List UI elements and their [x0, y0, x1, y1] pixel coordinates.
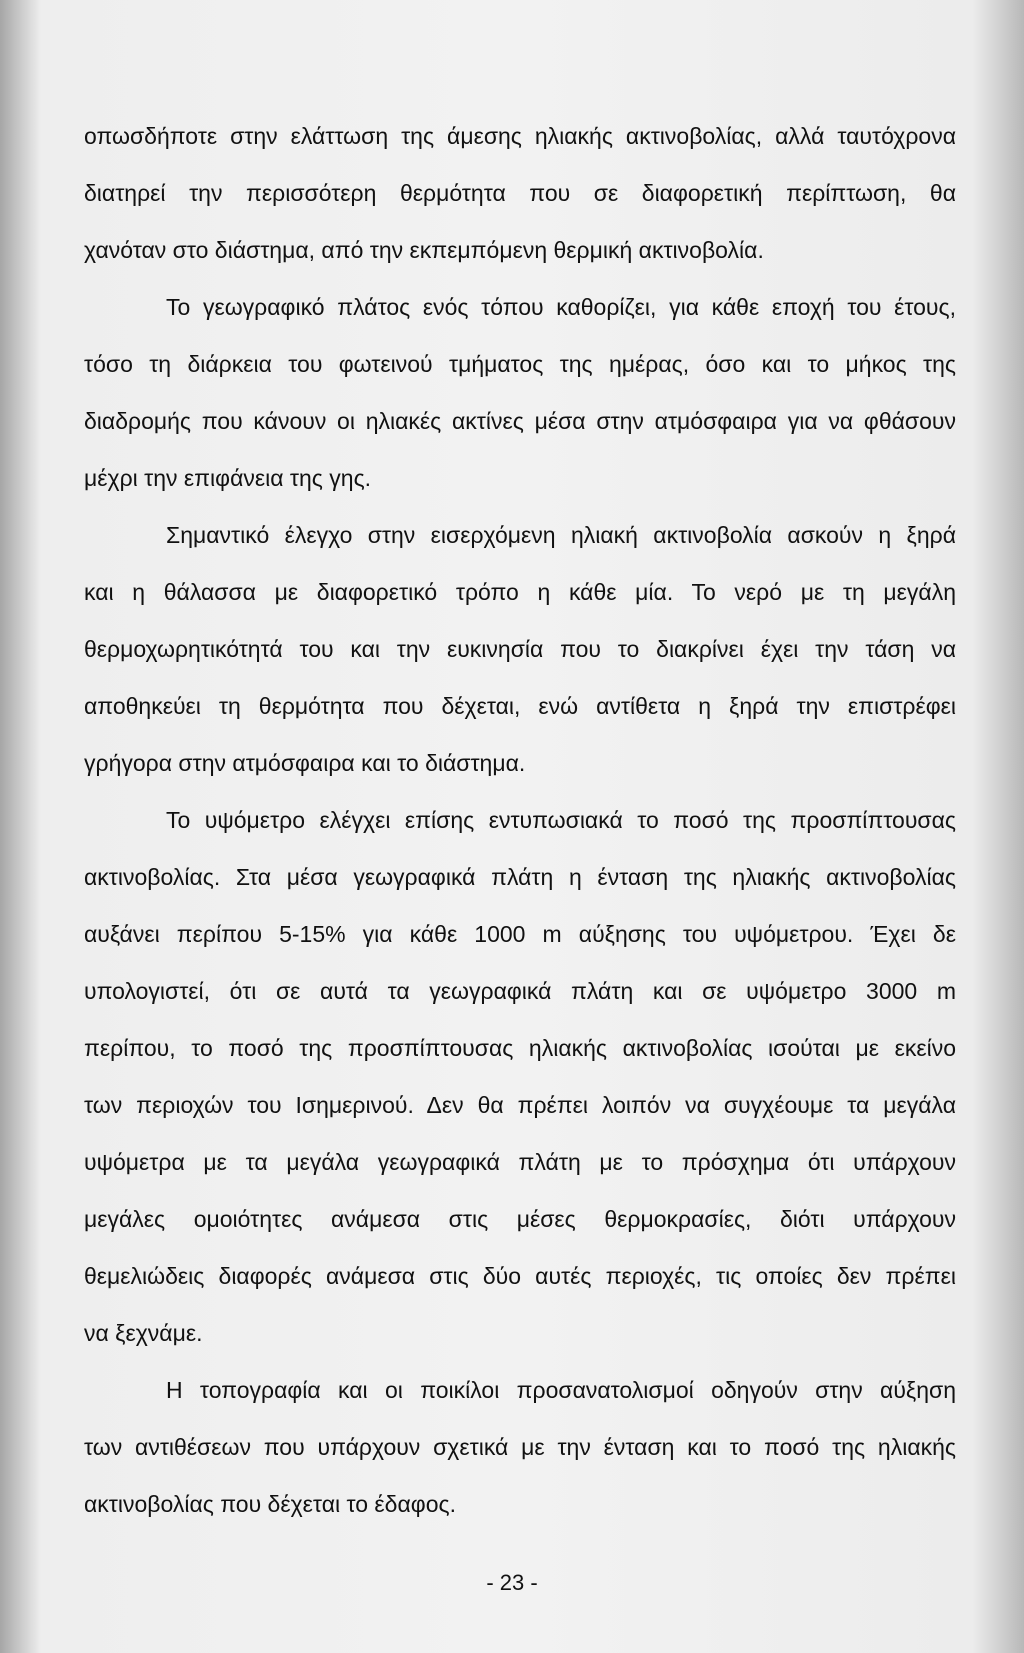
text-line: των περιοχών του Ισημερινού. Δεν θα πρέπει λοιπόν να συγχέουμε τα μεγάλα	[84, 1092, 956, 1118]
text-line: τόσο τη διάρκεια του φωτεινού τμήματος της ημέρας, όσο και το μήκος της	[84, 351, 956, 377]
text-line: Το γεωγραφικό πλάτος ενός τόπου καθορίζει, για κάθε εποχή του έτους,	[166, 294, 956, 320]
text-line: μεγάλες ομοιότητες ανάμεσα στις μέσες θερμοκρασίες, διότι υπάρχουν	[84, 1206, 956, 1232]
text-line: θερμοχωρητικότητά του και την ευκινησία που το διακρίνει έχει την τάση να	[84, 636, 956, 662]
text-line: αποθηκεύει τη θερμότητα που δέχεται, ενώ αντίθετα η ξηρά την επιστρέφει	[84, 693, 956, 719]
text-line: θεμελιώδεις διαφορές ανάμεσα στις δύο αυτές περιοχές, τις οποίες δεν πρέπει	[84, 1263, 956, 1289]
text-line: ακτινοβολίας που δέχεται το έδαφος.	[84, 1491, 456, 1517]
text-line: περίπου, το ποσό της προσπίπτουσας ηλιακής ακτινοβολίας ισούται με εκείνο	[84, 1035, 956, 1061]
text-line: οπωσδήποτε στην ελάττωση της άμεσης ηλιακής ακτινοβολίας, αλλά ταυτόχρονα	[84, 123, 956, 149]
text-line: υψόμετρα με τα μεγάλα γεωγραφικά πλάτη με το πρόσχημα ότι υπάρχουν	[84, 1149, 956, 1175]
body-text	[84, 108, 956, 1533]
text-line: υπολογιστεί, ότι σε αυτά τα γεωγραφικά πλάτη και σε υψόμετρο 3000 m	[84, 978, 956, 1004]
text-line: Το υψόμετρο ελέγχει επίσης εντυπωσιακά το ποσό της προσπίπτουσας	[166, 807, 956, 833]
text-line: και η θάλασσα με διαφορετικό τρόπο η κάθε μία. Το νερό με τη μεγάλη	[84, 579, 956, 605]
text-line: Σημαντικό έλεγχο στην εισερχόμενη ηλιακή ακτινοβολία ασκούν η ξηρά	[166, 522, 956, 548]
text-line: διαδρομής που κάνουν οι ηλιακές ακτίνες μέσα στην ατμόσφαιρα για να φθάσουν	[84, 408, 956, 434]
text-line: γρήγορα στην ατμόσφαιρα και το διάστημα.	[84, 750, 526, 776]
text-line: χανόταν στο διάστημα, από την εκπεμπόμενη θερμική ακτινοβολία.	[84, 237, 764, 263]
text-line: των αντιθέσεων που υπάρχουν σχετικά με την ένταση και το ποσό της ηλιακής	[84, 1434, 956, 1460]
text-line: ακτινοβολίας. Στα μέσα γεωγραφικά πλάτη η ένταση της ηλιακής ακτινοβολίας	[84, 864, 956, 890]
text-line: Η τοπογραφία και οι ποικίλοι προσανατολισμοί οδηγούν στην αύξηση	[166, 1377, 956, 1403]
text-line: αυξάνει περίπου 5-15% για κάθε 1000 m αύξησης του υψόμετρου. Έχει δε	[84, 921, 956, 947]
text-line: μέχρι την επιφάνεια της γης.	[84, 465, 372, 491]
text-line: διατηρεί την περισσότερη θερμότητα που σε διαφορετική περίπτωση, θα	[84, 180, 956, 206]
page-number: - 23 -	[486, 1570, 538, 1595]
text-line: να ξεχνάμε.	[84, 1320, 203, 1346]
